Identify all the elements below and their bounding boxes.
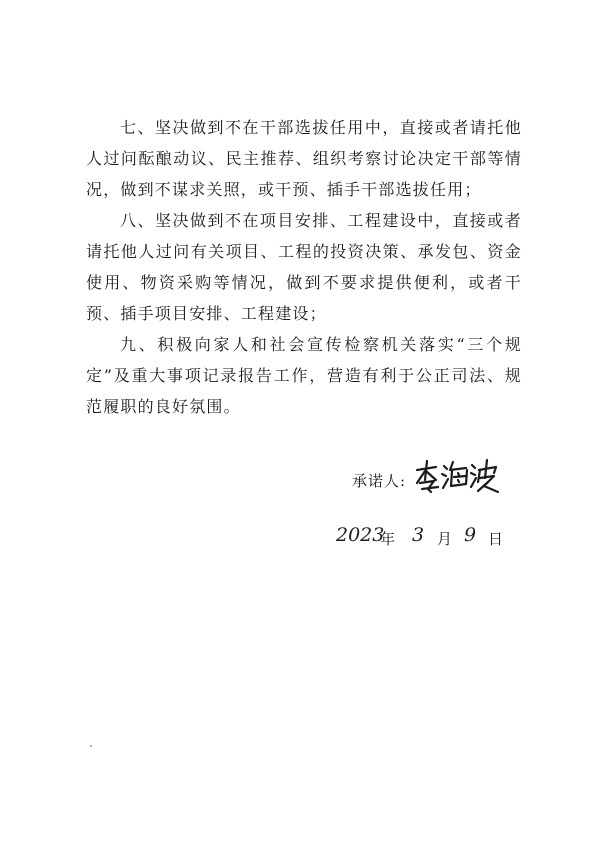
date-day: 9 [464,524,477,546]
pledger-label: 承诺人: [352,472,407,490]
date-year-suffix: 年 [380,530,396,548]
paragraph-7: 七、坚决做到不在干部选拔任用中，直接或者请托他人过问酝酿动议、民主推荐、组织考察讨论决定干部等情况，做到不谋求关照，或干预、插手干部选拔任用； [86,118,522,199]
pledge-body [86,112,522,422]
signing-date [336,520,536,556]
pledger-line [352,458,552,498]
date-year: 2023 [336,524,385,546]
paragraph-9: 九、积极向家人和社会宣传检察机关落实“三个规定”及重大事项记录报告工作，营造有利于公正司法、规范履职的良好氛围。 [86,335,522,416]
date-day-suffix: 日 [488,530,504,548]
scan-speck [90,745,92,747]
paragraph-8: 八、坚决做到不在项目安排、工程建设中，直接或者请托他人过问有关项目、工程的投资决策、承发包、资金使用、物资采购等情况，做到不要求提供便利，或者干预、插手项目安排、工程建设； [86,211,522,323]
date-month: 3 [412,524,425,546]
handwritten-signature [414,456,500,494]
date-month-suffix: 月 [437,530,453,548]
